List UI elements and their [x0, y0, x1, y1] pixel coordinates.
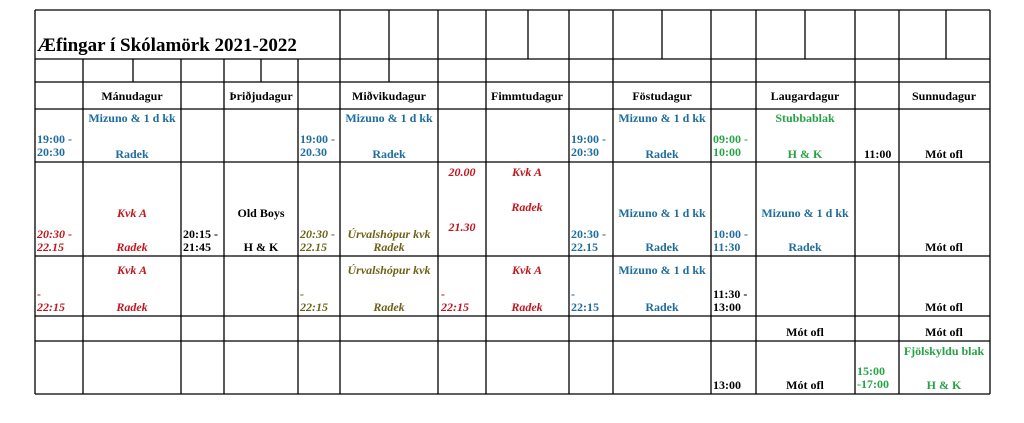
row1-sun-event: Mót ofl: [925, 147, 963, 161]
header-friday: Föstudagur: [632, 89, 692, 103]
header-sunday: Sunnudagur: [911, 89, 977, 103]
row2-wed-team: Úrvalshópur kvk: [347, 227, 431, 241]
row1-fri-coach: Radek: [645, 147, 679, 161]
row1-fri-team: Mizuno & 1 d kk: [618, 111, 706, 125]
row3-mon-time: - 22:15: [37, 287, 65, 314]
row3-sat-time: 11:30 - 13:00: [713, 287, 748, 314]
row3-wed-team: Úrvalshópur kvk: [347, 263, 431, 277]
row4-sat-event: Mót ofl: [786, 325, 824, 339]
page-title: Æfingar í Skólamörk 2021-2022: [37, 35, 297, 56]
row3-thu-time: - 22:15: [441, 287, 469, 314]
row2-thu-coach: Radek: [511, 200, 543, 214]
row3-thu-coach: Radek: [511, 300, 543, 314]
row3-fri-time: - 22:15: [571, 287, 599, 314]
row5-sat-time: 13:00: [713, 378, 741, 392]
row3-fri-coach: Radek: [645, 300, 679, 314]
row3-thu-team: Kvk A: [512, 263, 542, 277]
row2-mon-coach: Radek: [116, 240, 148, 254]
row1-fri-time: 19:00 - 20:30: [571, 132, 606, 159]
row1-sat-coach: H & K: [787, 147, 823, 161]
row2-mon-team: Kvk A: [117, 206, 147, 220]
row3-fri-team: Mizuno & 1 d kk: [618, 263, 706, 277]
row2-thu-time-start: 20.00: [448, 165, 476, 179]
row1-wed-time: 19:00 - 20.30: [300, 132, 335, 159]
row1-sat-team: Stubbablak: [775, 111, 835, 125]
row2-fri-coach: Radek: [645, 240, 679, 254]
row2-sun-event: Mót ofl: [925, 240, 963, 254]
row2-tue-team: Old Boys: [237, 206, 285, 220]
header-saturday: Laugardagur: [770, 89, 840, 103]
header-wednesday: Miðvikudagur: [351, 89, 427, 103]
row2-thu-team: Kvk A: [512, 165, 542, 179]
row2-mon-time: 20:30 - 22.15: [37, 227, 72, 254]
row2-fri-time: 20:30 - 22.15: [571, 227, 606, 254]
row3-mon-coach: Radek: [116, 300, 148, 314]
header-monday: Mánudagur: [101, 89, 163, 103]
row2-wed-time: 20:30 - 22.15: [300, 227, 335, 254]
row5-sun-team: Fjölskyldu blak: [903, 344, 985, 358]
row2-sat-team: Mizuno & 1 d kk: [761, 206, 849, 220]
row1-wed-coach: Radek: [372, 147, 406, 161]
row2-tue-coach: H & K: [243, 240, 279, 254]
row1-wed-team: Mizuno & 1 d kk: [345, 111, 433, 125]
row1-mon-team: Mizuno & 1 d kk: [88, 111, 176, 125]
row2-sat-time: 10:00 - 11:30: [713, 227, 748, 254]
row3-wed-time: - 22:15: [300, 287, 328, 314]
row3-wed-coach: Radek: [373, 300, 405, 314]
row1-sun-time: 11:00: [864, 147, 892, 161]
row3-mon-team: Kvk A: [117, 263, 147, 277]
row1-sat-time: 09:00 - 10:00: [713, 132, 748, 159]
header-tuesday: Þriðjudagur: [229, 89, 293, 103]
row2-tue-time: 20:15 - 21:45: [183, 227, 218, 254]
row1-mon-coach: Radek: [115, 147, 149, 161]
row1-mon-time: 19:00 - 20:30: [37, 132, 72, 159]
row5-sun-coach: H & K: [926, 378, 962, 392]
row5-sat-event: Mót ofl: [786, 378, 824, 392]
row3-sun-event: Mót ofl: [925, 300, 963, 314]
header-thursday: Fimmtudagur: [491, 89, 563, 103]
row2-fri-team: Mizuno & 1 d kk: [618, 206, 706, 220]
row4-sun-event: Mót ofl: [925, 325, 963, 339]
row2-thu-time-end: 21.30: [448, 220, 476, 234]
row2-wed-coach: Radek: [373, 240, 405, 254]
row5-sun-time: 15:00 -17:00: [857, 364, 889, 391]
row2-sat-coach: Radek: [788, 240, 822, 254]
